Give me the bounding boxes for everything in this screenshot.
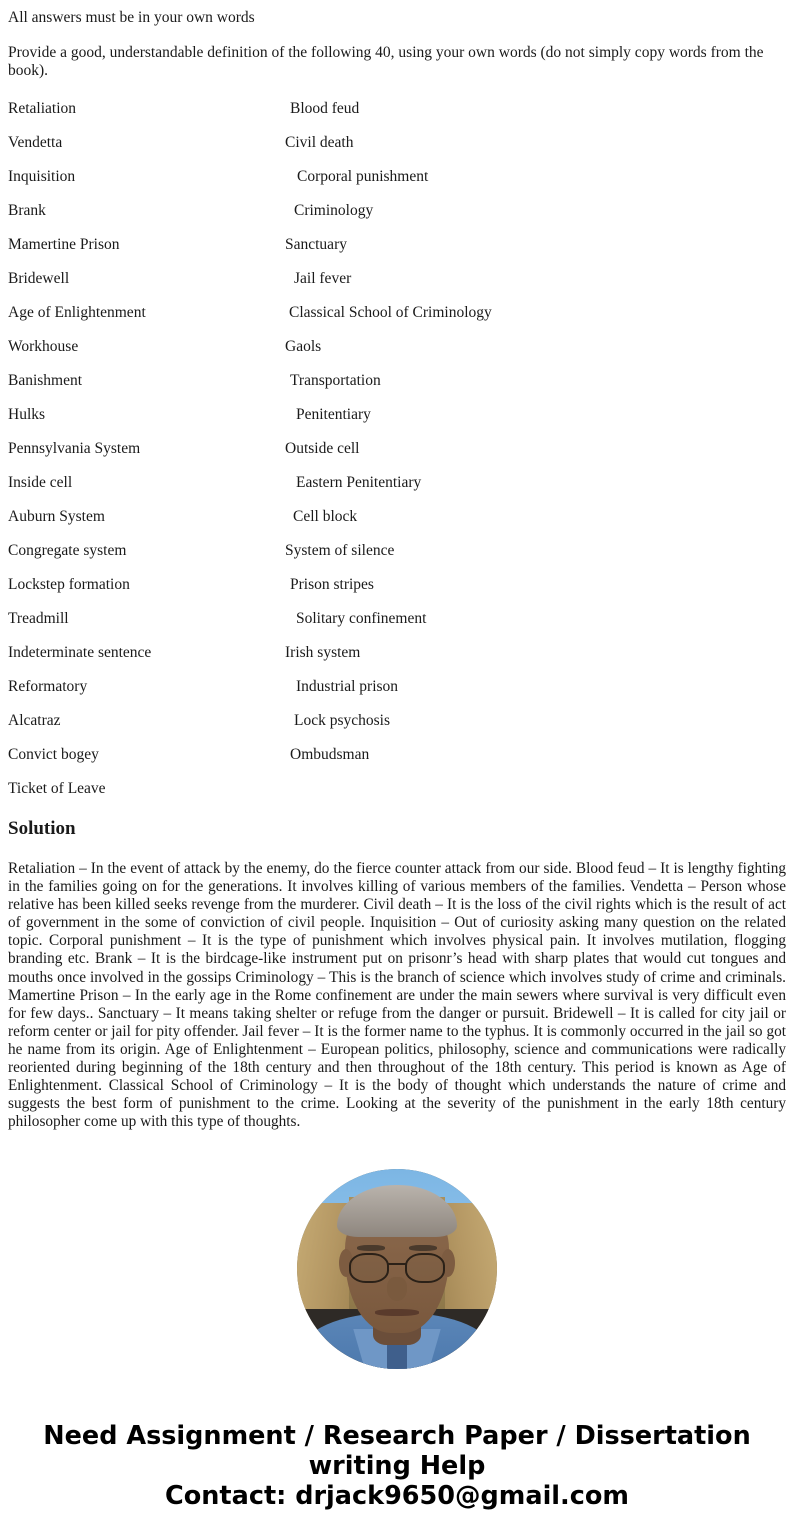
- avatar-mouth: [375, 1309, 419, 1316]
- solution-body-text: Retaliation – In the event of attack by the enemy, do the fierce counter attack from our side. Blood feud – It is lengthy fighting in the families going on for the generations. It involves killing of various members of the families. Vendetta – Person whose relative has been killed seeks revenge from the murderer. Civil death – It is the loss of the civil rights which is the result of act of government in the some of conviction of civil people. Inquisition – Out of curiosity asking many question on the related topic. Corporal punishment – It is the type of punishment which involves physical pain. It involves mutilation, flogging branding etc. Brank – It is the birdcage-like instrument put on prisonr’s head with sharp plates that would cut tongues and mouths once involved in the gossips Criminology – This is the branch of science which involves study of crime and criminals. Mamertine Prison – In the early age in the Rome confinement are under the main sewers where survival is very difficult even for few days.. Sanctuary – It means taking shelter or refuge from the danger or pursuit. Bridewell – It is called for city jail or reform center or jail for pity offender. Jail fever – It is the former name to the typhus. It is commonly occurred in the jail so got he name from its origin. Age of Enlightenment – European politics, philosophy, science and communications were radically reoriented during beginning of the 18th century and then throughout of the 18th century. This period is known as Age of Enlightenment. Classical School of Criminology – It is the body of thought which understands the nature of crime and suggests the best form of punishment to the crime. Looking at the severity of the punishment in the early 18th century philosopher come up with this type of thoughts.: [8, 860, 786, 1131]
- term-right-label: Eastern Penitentiary: [296, 474, 422, 491]
- avatar-container: [0, 1169, 794, 1369]
- term-left-label: Bridewell: [8, 270, 70, 287]
- term-right-label: Civil death: [285, 134, 354, 151]
- term-row: [8, 472, 786, 506]
- term-row: [8, 438, 786, 472]
- term-left-label: Treadmill: [8, 610, 69, 627]
- term-left-label: Mamertine Prison: [8, 236, 120, 253]
- footer-service-line: Need Assignment / Research Paper / Dissertation: [43, 1421, 751, 1452]
- instruction-line-definitions: Provide a good, understandable definition of the following 40, using your own words (do not simply copy words from the book).: [8, 44, 764, 79]
- term-row: [8, 540, 786, 574]
- term-right-label: Gaols: [285, 338, 322, 355]
- term-right-label: Outside cell: [285, 440, 360, 457]
- term-right-label: Ombudsman: [290, 746, 370, 763]
- instruction-line-own-words: All answers must be in your own words: [8, 9, 255, 26]
- term-row: [8, 370, 786, 404]
- term-left-label: Reformatory: [8, 678, 88, 695]
- glasses-bridge-icon: [388, 1263, 406, 1265]
- term-left-label: Alcatraz: [8, 712, 61, 729]
- term-row: [8, 166, 786, 200]
- term-left-label: Brank: [8, 202, 46, 219]
- term-right-label: Prison stripes: [290, 576, 374, 593]
- term-right-label: Blood feud: [290, 100, 360, 117]
- term-row: [8, 132, 786, 166]
- term-row: [8, 302, 786, 336]
- term-row: [8, 404, 786, 438]
- term-left-label: Retaliation: [8, 100, 77, 117]
- term-left-label: Vendetta: [8, 134, 63, 151]
- term-row: [8, 574, 786, 608]
- term-left-label: Age of Enlightenment: [8, 304, 146, 321]
- term-right-label: Jail fever: [294, 270, 352, 287]
- term-right-label: Solitary confinement: [296, 610, 427, 627]
- avatar: [297, 1169, 497, 1369]
- term-right-label: Sanctuary: [285, 236, 347, 253]
- term-row: [8, 98, 786, 132]
- term-left-label: Workhouse: [8, 338, 79, 355]
- term-left-label: Indeterminate sentence: [8, 644, 152, 661]
- term-left-label: Ticket of Leave: [8, 780, 106, 797]
- term-row: [8, 268, 786, 302]
- term-row: [8, 778, 786, 812]
- term-row: [8, 336, 786, 370]
- term-left-label: Hulks: [8, 406, 46, 423]
- term-right-label: Corporal punishment: [297, 168, 429, 185]
- term-row: [8, 608, 786, 642]
- term-left-label: Lockstep formation: [8, 576, 130, 593]
- term-left-label: Auburn System: [8, 508, 105, 525]
- term-right-label: Transportation: [290, 372, 381, 389]
- term-row: [8, 506, 786, 540]
- term-row: [8, 676, 786, 710]
- term-right-label: Classical School of Criminology: [289, 304, 492, 321]
- term-left-label: Pennsylvania System: [8, 440, 141, 457]
- term-right-label: System of silence: [285, 542, 395, 559]
- footer-contact-block: [0, 1421, 794, 1511]
- term-right-label: Penitentiary: [296, 406, 371, 423]
- glasses-lens-right-icon: [405, 1253, 445, 1283]
- term-left-label: Inside cell: [8, 474, 73, 491]
- term-row: [8, 710, 786, 744]
- solution-heading: Solution: [8, 818, 76, 839]
- glasses-lens-left-icon: [349, 1253, 389, 1283]
- term-row: [8, 234, 786, 268]
- footer-contact-email: Contact: drjack9650@gmail.com: [165, 1481, 629, 1512]
- term-left-label: Inquisition: [8, 168, 76, 185]
- term-row: [8, 200, 786, 234]
- term-row: [8, 744, 786, 778]
- term-right-label: Criminology: [294, 202, 374, 219]
- term-row: [8, 642, 786, 676]
- footer-service-line-continued: writing Help: [308, 1451, 486, 1482]
- term-left-label: Convict bogey: [8, 746, 99, 763]
- term-left-label: Congregate system: [8, 542, 127, 559]
- term-right-label: Industrial prison: [296, 678, 399, 695]
- term-left-label: Banishment: [8, 372, 83, 389]
- term-right-label: Irish system: [285, 644, 361, 661]
- term-list: [0, 98, 794, 812]
- term-right-label: Cell block: [293, 508, 358, 525]
- term-right-label: Lock psychosis: [294, 712, 391, 729]
